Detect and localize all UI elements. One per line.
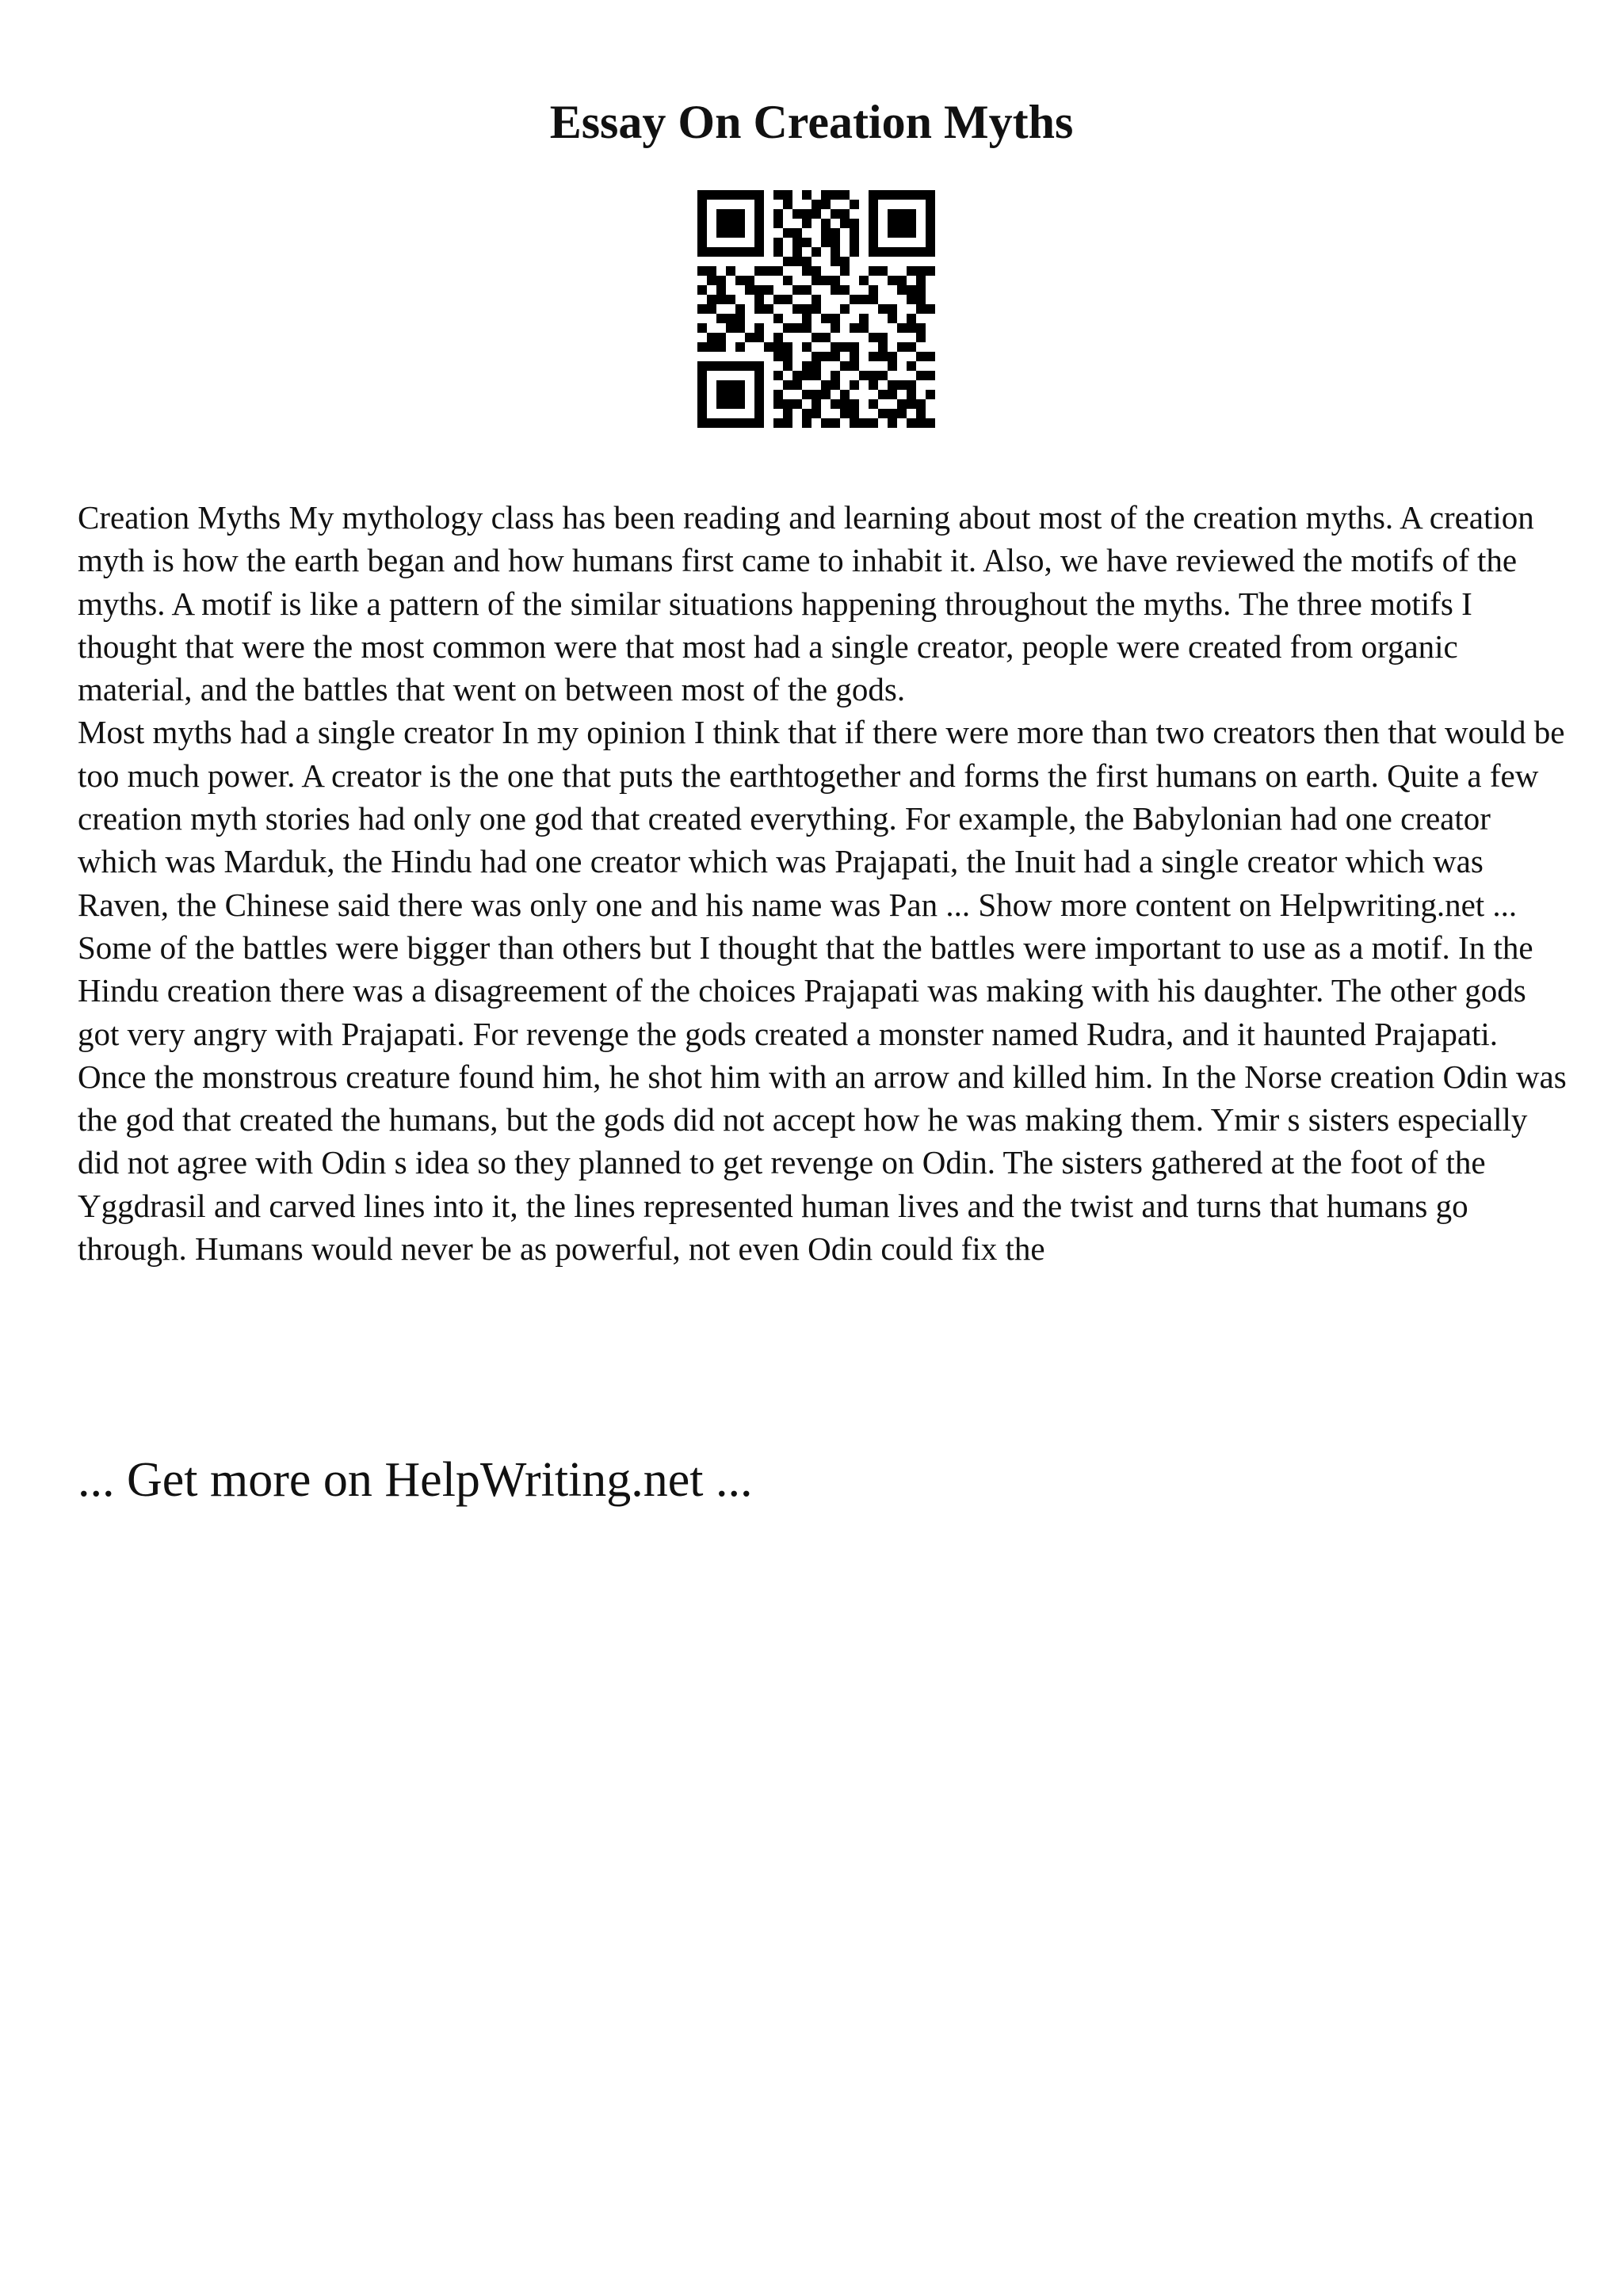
document-title: Essay On Creation Myths [549, 96, 1074, 148]
get-more-link[interactable]: ... Get more on HelpWriting.net ... [78, 1453, 753, 1507]
essay-body [78, 496, 1568, 1270]
qr-code-icon [697, 190, 935, 428]
paragraph-1: Creation Myths My mythology class has been reading and learning about most of the creation myths. A creation myth is how the earth began and how humans first came to inhabit it. Also, we have reviewed the motifs of the myths. A motif is like a pattern of the similar situations happening throughout the myths. The three motifs I thought that were the most common were that most had a single creator, people were created from organic material, and the battles that went on between most of the gods. [78, 499, 1534, 708]
paragraph-3: Some of the battles were bigger than others but I thought that the battles were important to use as a motif. In the Hindu creation there was a disagreement of the choices Prajapati was making with his daughter. The other gods got very angry with Prajapati. For revenge the gods created a monster named Rudra, and it haunted Prajapati. Once the monstrous creature found him, he shot him with an arrow and killed him. In the Norse creation Odin was the god that created the humans, but the gods did not accept how he was making them. Ymir s sisters especially did not agree with Odin s idea so they planned to get revenge on Odin. The sisters gathered at the foot of the Yggdrasil and carved lines into it, the lines represented human lives and the twist and turns that humans go through. Humans would never be as powerful, not even Odin could fix the [78, 929, 1567, 1268]
paragraph-2: Most myths had a single creator In my opinion I think that if there were more than two creators then that would be too much power. A creator is the one that puts the earthtogether and forms the first humans on earth. Quite a few creation myth stories had only one god that created everything. For example, the Babylonian had one creator which was Marduk, the Hindu had one creator which was Prajapati, the Inuit had a single creator which was Raven, the Chinese said there was only one and his name was Pan ... Show more content on Helpwriting.net ... [78, 714, 1565, 923]
